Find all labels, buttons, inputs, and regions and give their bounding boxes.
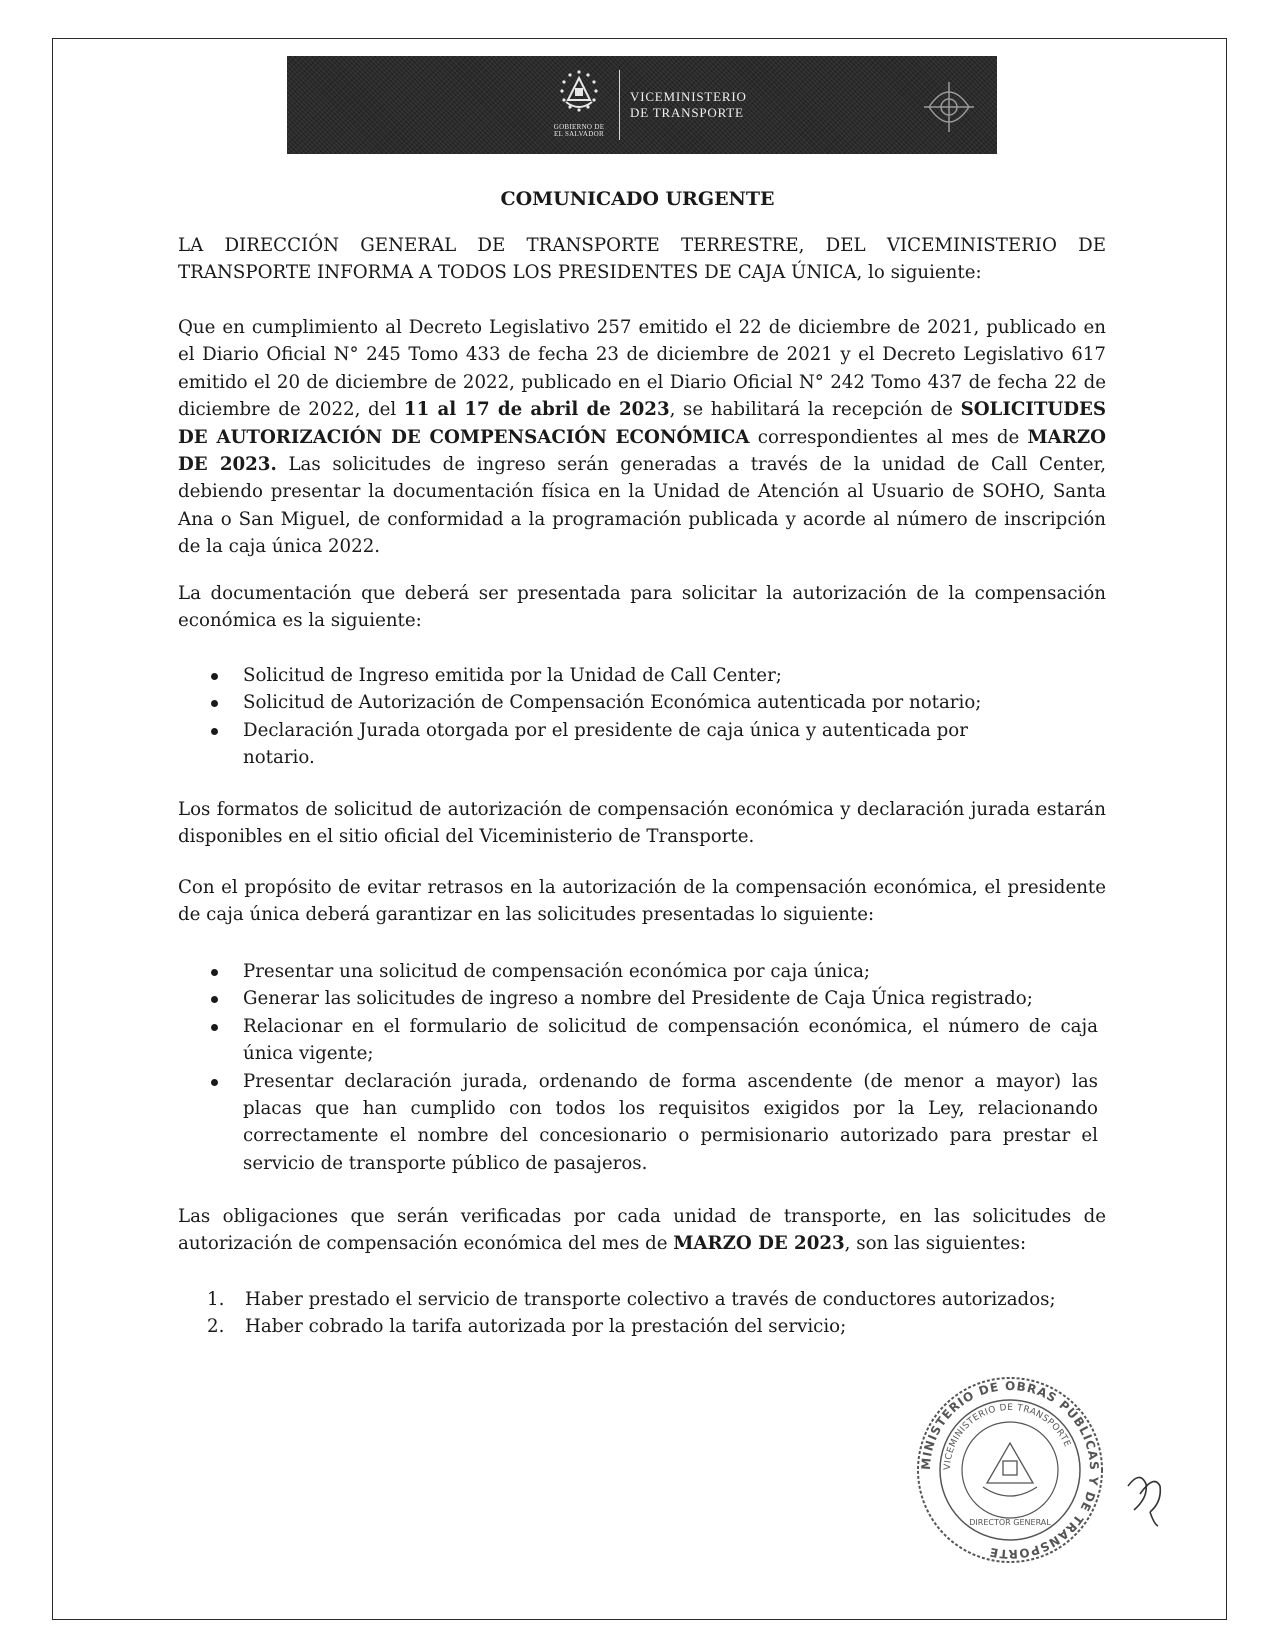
obligations-text-2: , son las siguientes: xyxy=(844,1233,1027,1255)
list-number: 2. xyxy=(207,1316,225,1338)
formats-paragraph: Los formatos de solicitud de autorización de compensación económica y declaración jurada estarán disponibles en el sitio oficial del Viceministerio de Transporte. xyxy=(178,799,1106,848)
obligations-text-1: Las obligaciones que serán verificadas por cada unidad de transporte, en las solicitudes de autorización de compensación económica del mes de xyxy=(178,1206,1106,1255)
date-range: 11 al 17 de abril de 2023 xyxy=(403,399,670,421)
handwritten-signature xyxy=(1120,1468,1180,1533)
list-text: Haber cobrado la tarifa autorizada por la prestación del servicio; xyxy=(245,1316,847,1338)
svg-text:VICEMINISTERIO DE TRANSPORTE xyxy=(943,1403,1072,1470)
documents-intro: La documentación que deberá ser presentada para solicitar la autorización de la compensación económica es la siguiente: xyxy=(178,583,1106,632)
header-banner xyxy=(287,56,997,154)
banner-ornament xyxy=(919,72,979,147)
list-item: Solicitud de Ingreso emitida por la Unidad de Call Center; xyxy=(243,662,1023,689)
intro-paragraph: LA DIRECCIÓN GENERAL DE TRANSPORTE TERRESTRE, DEL VICEMINISTERIO DE TRANSPORTE INFORMA A TODOS LOS PRESIDENTES DE CAJA ÚNICA, lo siguiente: xyxy=(178,235,1106,284)
obligations-month: MARZO DE 2023 xyxy=(673,1233,845,1255)
request-type: SOLICITUDES DE AUTORIZACIÓN DE COMPENSACIÓN ECONÓMICA xyxy=(178,399,1106,448)
ministry-name: VICEMINISTERIO DE TRANSPORTE xyxy=(630,89,747,120)
decree-paragraph xyxy=(178,314,1106,561)
list-item: Generar las solicitudes de ingreso a nombre del Presidente de Caja Única registrado; xyxy=(243,985,1098,1012)
list-item: Presentar una solicitud de compensación económica por caja única; xyxy=(243,958,1098,985)
decree-text-2: , se habilitará la recepción de xyxy=(669,399,961,421)
list-item: Relacionar en el formulario de solicitud de compensación económica, el número de caja única vigente; xyxy=(243,1013,1098,1068)
obligations-paragraph xyxy=(178,1203,1106,1258)
coat-of-arms-icon xyxy=(556,68,602,124)
list-item: Presentar declaración jurada, ordenando de forma ascendente (de menor a mayor) las placas que han cumplido con todos los requisitos exigidos por la Ley, relacionando correctamente el nombre del concesionario o permisionario autorizado para prestar el servicio de transporte público de pasajeros. xyxy=(243,1068,1098,1178)
purpose-paragraph: Con el propósito de evitar retrasos en la autorización de la compensación económica, el presidente de caja única deberá garantizar en las solicitudes presentadas lo siguiente: xyxy=(178,877,1106,926)
list-number: 1. xyxy=(207,1289,225,1310)
list-item xyxy=(207,1286,1105,1313)
seal-bottom-text: DIRECTOR GENERAL xyxy=(969,1518,1051,1527)
government-label: GOBIERNO DE EL SALVADOR xyxy=(553,123,605,138)
list-item: Declaración Jurada otorgada por el presidente de caja única y autenticada por notario. xyxy=(243,717,1023,772)
guarantees-list xyxy=(243,958,1098,1177)
decree-text-1: Que en cumplimiento al Decreto Legislativo 257 emitido el 22 de diciembre de 2021, publicado en el Diario Oficial N° 245 Tomo 433 de fecha 23 de diciembre de 2021 y el Decreto Legislativo 617 emitido el 20 de diciembre de 2022, publicado en el Diario Oficial N° 242 Tomo 437 de fecha 22 de diciembre de 2022, del xyxy=(178,317,1106,421)
decree-text-3: correspondientes al mes de xyxy=(749,426,1028,448)
month-label: MARZO DE 2023. xyxy=(178,426,1107,476)
banner-divider xyxy=(619,70,620,140)
official-seal xyxy=(915,1375,1105,1570)
decree-text-4: Las solicitudes de ingreso serán generadas a través de la unidad de Call Center, debiendo presentar la documentación física en la Unidad de Atención al Usuario de SOHO, Santa Ana o San Miguel, de conformidad a la programación publicada y acorde al número de inscripción de la caja única 2022. xyxy=(178,454,1106,558)
page-title: COMUNICADO URGENTE xyxy=(500,188,775,210)
documents-list xyxy=(243,662,1023,772)
obligations-list xyxy=(207,1286,1105,1341)
list-item xyxy=(207,1313,1105,1340)
seal-outer-text: MINISTERIO DE OBRAS PÚBLICAS Y DE TRANSPORTE xyxy=(918,1378,1102,1562)
list-text: Haber prestado el servicio de transporte colectivo a través de conductores autorizados; xyxy=(245,1289,1056,1310)
government-emblem xyxy=(543,68,615,150)
seal-inner-text: VICEMINISTERIO DE TRANSPORTE xyxy=(942,1402,1073,1471)
list-item: Solicitud de Autorización de Compensación Económica autenticada por notario; xyxy=(243,689,1023,716)
